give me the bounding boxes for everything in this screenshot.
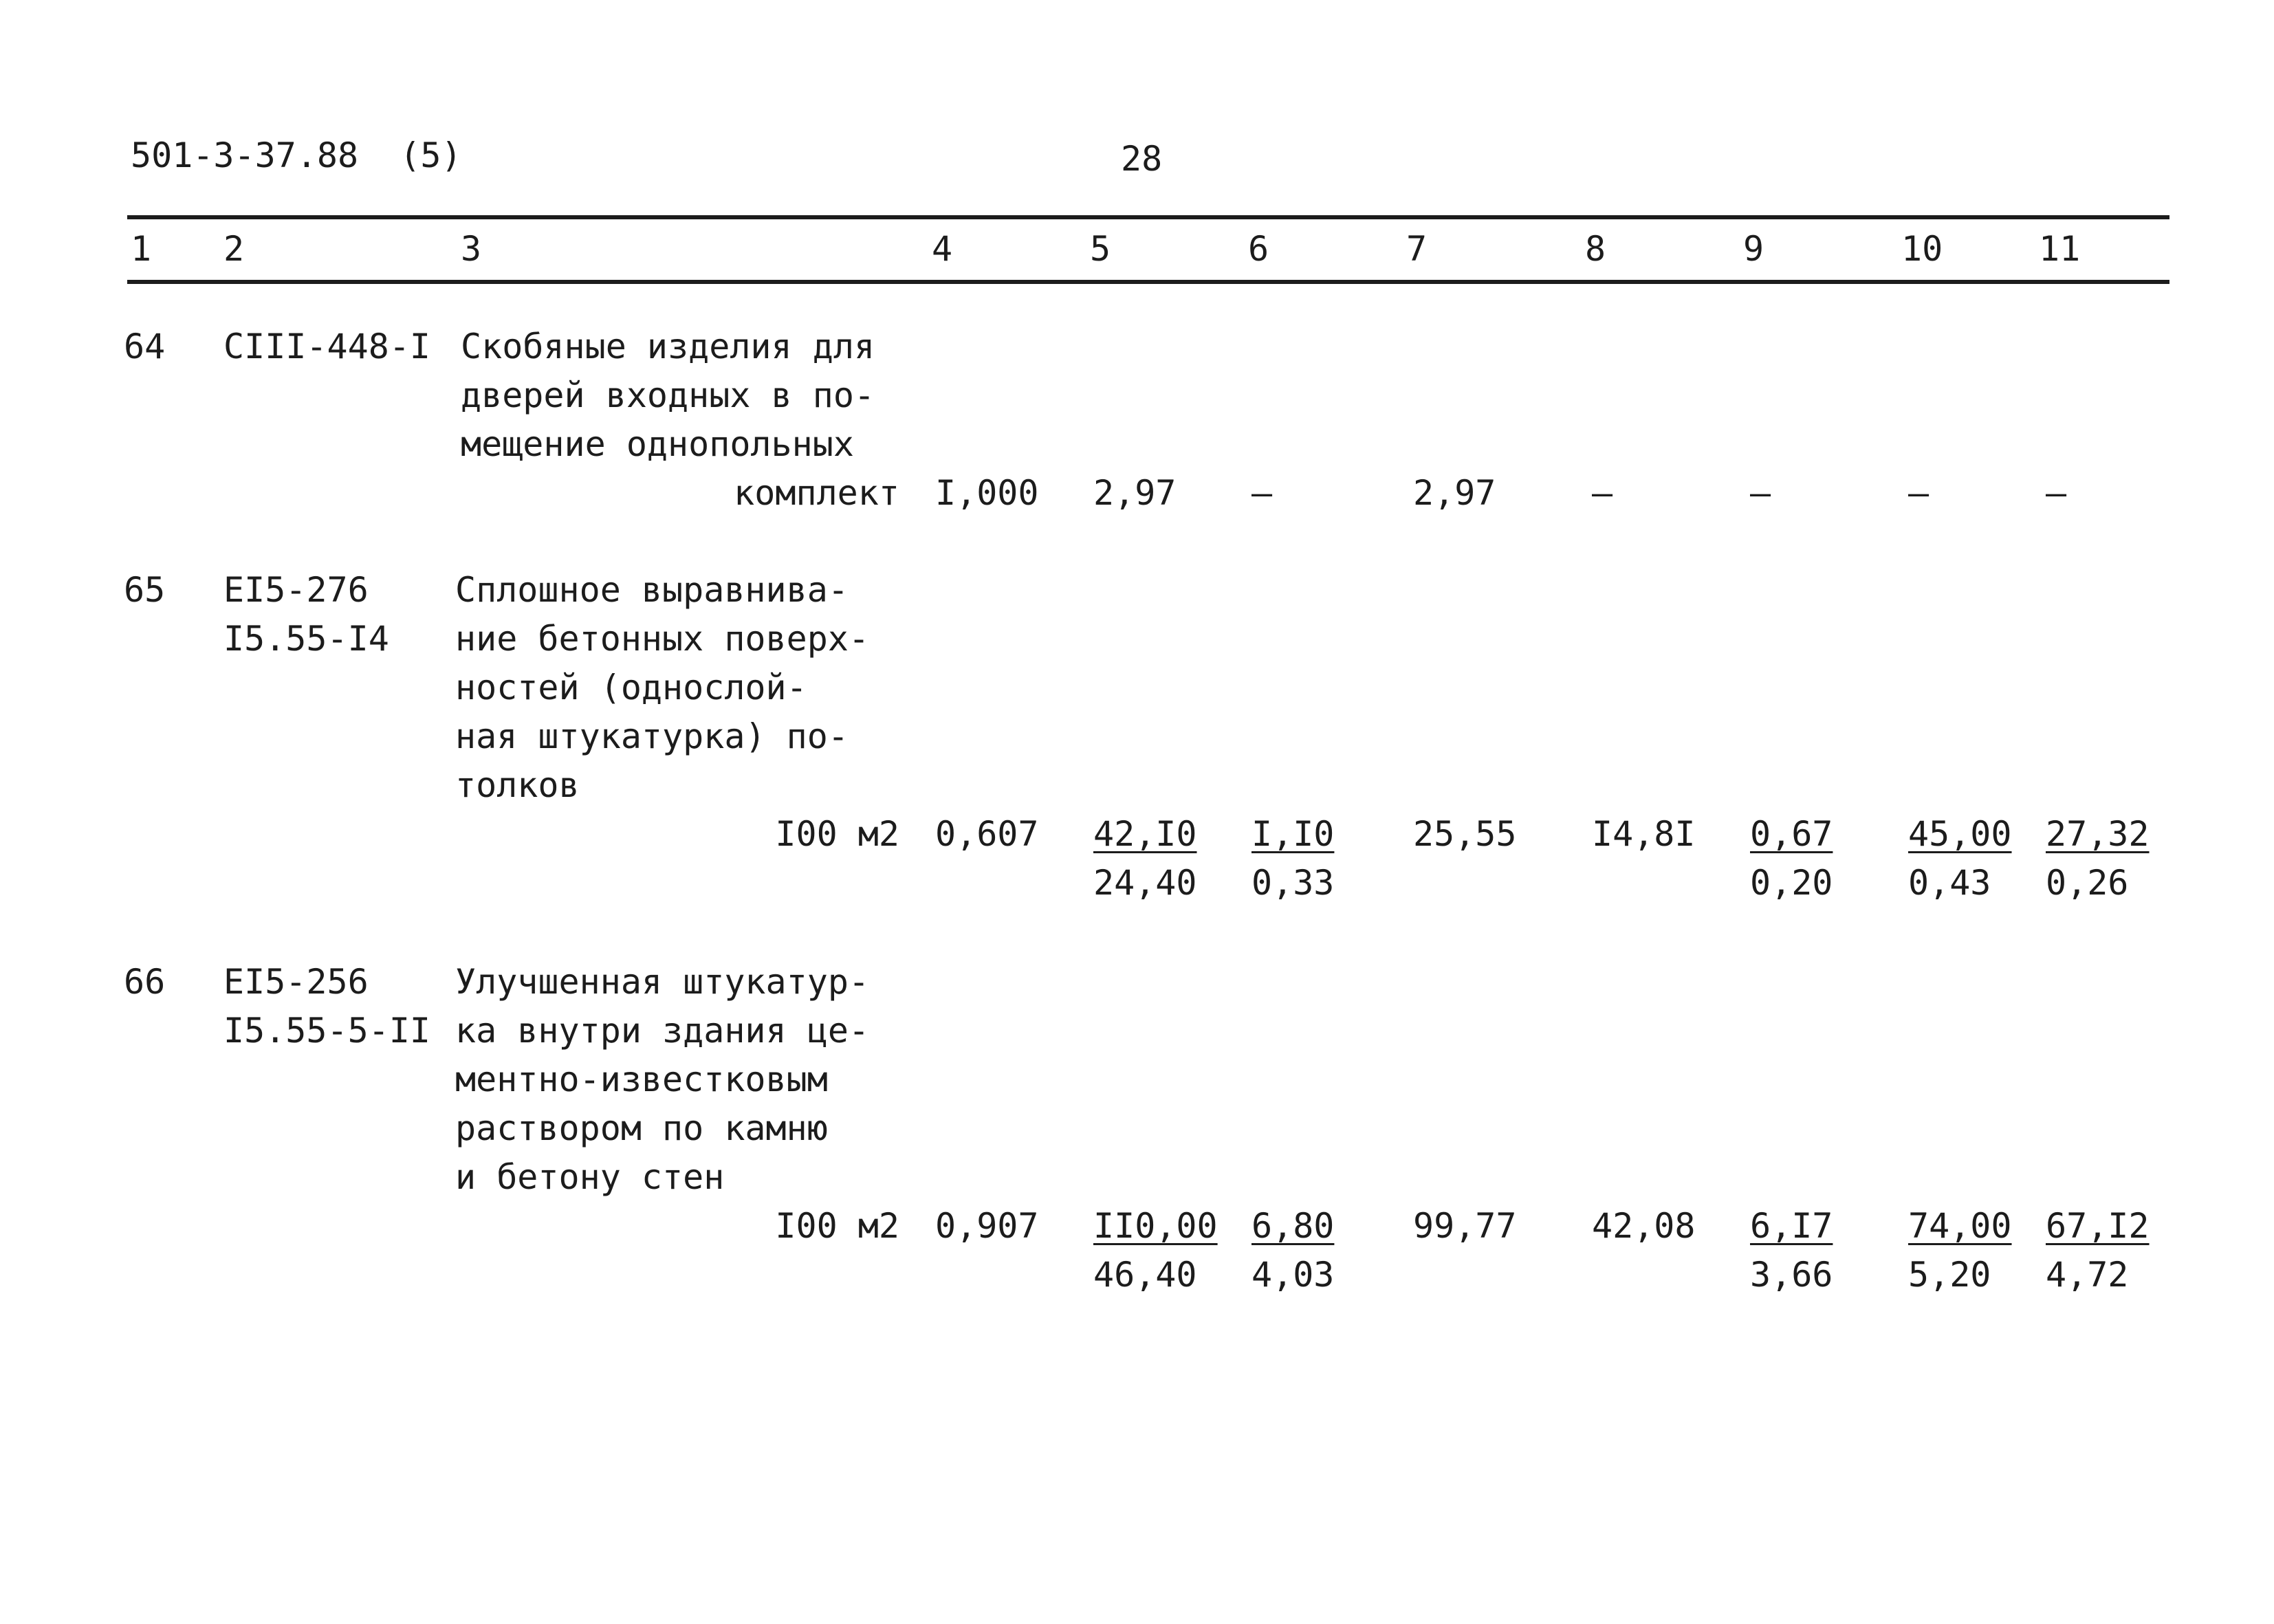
col11-value-top: – bbox=[2046, 473, 2067, 513]
column-header-2: 2 bbox=[223, 229, 245, 269]
column-header-11: 11 bbox=[2039, 229, 2081, 269]
column-header-10: 10 bbox=[1901, 229, 1943, 269]
col5-value-top: II0,00 bbox=[1093, 1206, 1218, 1246]
row-code: СIII-448-I bbox=[223, 327, 431, 366]
row-description-line: Сплошное выравнива- bbox=[455, 570, 849, 610]
row-description-line: ная штукатурка) по- bbox=[455, 716, 849, 756]
col5-value-top: 42,I0 bbox=[1093, 814, 1197, 854]
col7-value: 2,97 bbox=[1413, 473, 1496, 513]
col11-value-bottom: 4,72 bbox=[2046, 1255, 2129, 1295]
row-description-line: ментно-известковым bbox=[455, 1060, 828, 1099]
col8-value: 42,08 bbox=[1592, 1206, 1696, 1246]
column-header-6: 6 bbox=[1248, 229, 1269, 269]
row-number: 65 bbox=[124, 570, 166, 610]
col7-value: 25,55 bbox=[1413, 814, 1517, 854]
row-description-line: раствором по камню bbox=[455, 1108, 828, 1148]
col6-value-top: – bbox=[1251, 473, 1273, 513]
row-code: I5.55-I4 bbox=[223, 619, 389, 659]
col9-value-bottom: 0,20 bbox=[1750, 863, 1833, 903]
quantity: 0,907 bbox=[935, 1206, 1039, 1246]
col9-value-top: 6,I7 bbox=[1750, 1206, 1833, 1246]
row-description-line: дверей входных в по- bbox=[461, 375, 875, 415]
quantity: I,000 bbox=[935, 473, 1039, 513]
document-code: 501-3-37.88 (5) bbox=[131, 135, 462, 175]
table-header-rule bbox=[127, 280, 2169, 284]
row-number: 66 bbox=[124, 962, 166, 1002]
column-header-4: 4 bbox=[932, 229, 953, 269]
column-header-5: 5 bbox=[1090, 229, 1111, 269]
col11-value-top: 67,I2 bbox=[2046, 1206, 2150, 1246]
col10-value-bottom: 5,20 bbox=[1908, 1255, 1991, 1295]
row-description-line: и бетону стен bbox=[455, 1157, 725, 1197]
row-description-line: ние бетонных поверх- bbox=[455, 619, 870, 659]
col10-value-bottom: 0,43 bbox=[1908, 863, 1991, 903]
col11-value-bottom: 0,26 bbox=[2046, 863, 2129, 903]
col7-value: 99,77 bbox=[1413, 1206, 1517, 1246]
col10-value-top: 74,00 bbox=[1908, 1206, 2012, 1246]
page-number: 28 bbox=[1121, 139, 1163, 179]
col5-value-top: 2,97 bbox=[1093, 473, 1177, 513]
col10-value-top: 45,00 bbox=[1908, 814, 2012, 854]
row-code: I5.55-5-II bbox=[223, 1011, 431, 1051]
col5-value-bottom: 46,40 bbox=[1093, 1255, 1197, 1295]
col9-value-bottom: 3,66 bbox=[1750, 1255, 1833, 1295]
table-top-rule bbox=[127, 215, 2169, 219]
row-description-line: ностей (однослой- bbox=[455, 668, 807, 707]
col6-value-top: 6,80 bbox=[1251, 1206, 1335, 1246]
column-header-3: 3 bbox=[461, 229, 482, 269]
row-code: ЕI5-276 bbox=[223, 570, 369, 610]
unit-of-measure: комплект bbox=[734, 473, 899, 513]
col6-value-bottom: 0,33 bbox=[1251, 863, 1335, 903]
row-code: ЕI5-256 bbox=[223, 962, 369, 1002]
row-number: 64 bbox=[124, 327, 166, 366]
col6-value-bottom: 4,03 bbox=[1251, 1255, 1335, 1295]
row-description-line: толков bbox=[455, 765, 580, 805]
col11-value-top: 27,32 bbox=[2046, 814, 2150, 854]
col9-value-top: – bbox=[1750, 473, 1771, 513]
quantity: 0,607 bbox=[935, 814, 1039, 854]
col9-value-top: 0,67 bbox=[1750, 814, 1833, 854]
row-description-line: Улучшенная штукатур- bbox=[455, 962, 870, 1002]
row-description-line: ка внутри здания це- bbox=[455, 1011, 870, 1051]
unit-of-measure: I00 м2 bbox=[775, 1206, 899, 1246]
col6-value-top: I,I0 bbox=[1251, 814, 1335, 854]
col5-value-bottom: 24,40 bbox=[1093, 863, 1197, 903]
column-header-7: 7 bbox=[1406, 229, 1428, 269]
column-header-9: 9 bbox=[1743, 229, 1764, 269]
col8-value: – bbox=[1592, 473, 1613, 513]
row-description-line: Скобяные изделия для bbox=[461, 327, 875, 366]
unit-of-measure: I00 м2 bbox=[775, 814, 899, 854]
col8-value: I4,8I bbox=[1592, 814, 1696, 854]
column-header-1: 1 bbox=[131, 229, 152, 269]
row-description-line: мещение однопольных bbox=[461, 424, 854, 464]
col10-value-top: – bbox=[1908, 473, 1929, 513]
column-header-8: 8 bbox=[1585, 229, 1606, 269]
